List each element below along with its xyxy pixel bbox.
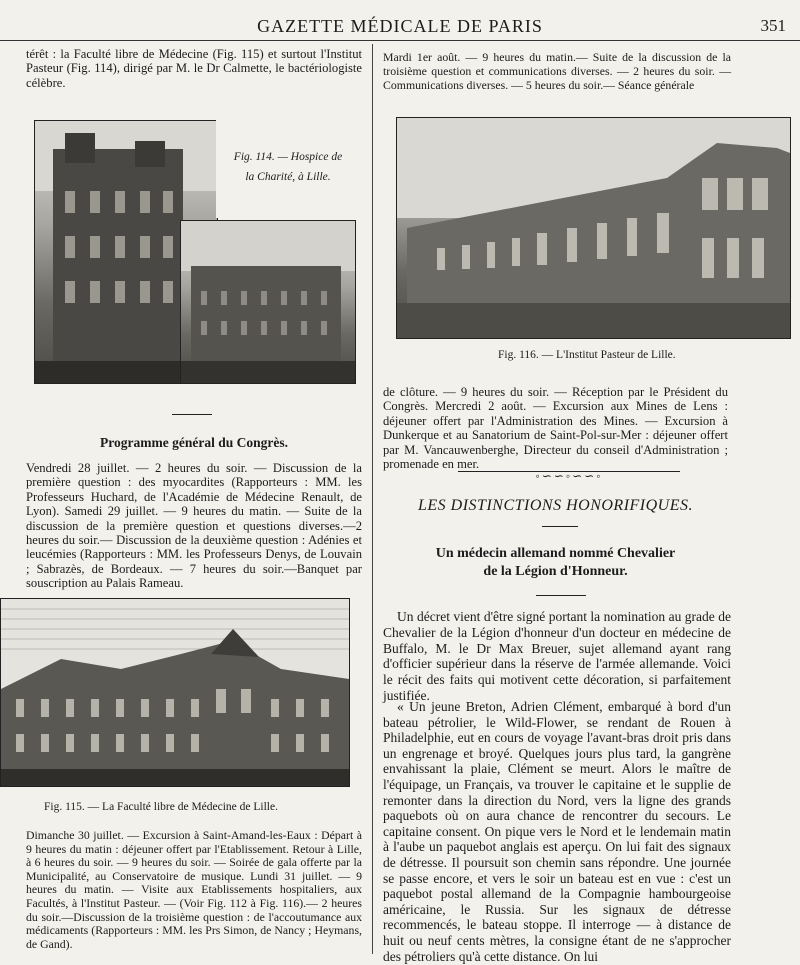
programme-block bbox=[26, 461, 362, 591]
article-p2-text: « Un jeune Breton, Adrien Clément, embarqué à bord d'un bateau pétrolier, le Wild-Flower, se rendant de Rouen à Philadelphie, eut en cours de voyage l'avant-bras droit pris dans un engrenage et broyé. Quelques jours plus tard, la gangrène envahissant la plaie, Clément se meurt. Alors le maître de l'équipage, un Français, va trouver le capitaine et le supplie de remonter dans la direction du Nord, vers la ligne des grands paquebots où on aura chance de rencontrer du secours. Le capitaine consent. On pique vers le Nord et le lendemain matin à l'aube un paquebot anglais est aperçu. On lui fait des signaux de détresse. Il poursuit son chemin sans répondre. Une journée se passe encore, et vers le soir un bateau est en vue : c'est un paquebot postal allemand de la Compagnie hambourgeoise américaine, le Russia. Sur les signaux de détresse recommencés, le bateau stoppe. Il interroge — à distance de huit ou neuf cents mètres, la consigne étant de ne s'approcher des pétroliers qu'à cette distance. On lui bbox=[383, 699, 731, 964]
journal-title: GAZETTE MÉDICALE DE PARIS bbox=[257, 16, 543, 36]
programme-text: Vendredi 28 juillet. — 2 heures du soir. — Discussion de la première question : des myocardites (Rapporteurs : MM. les Professeurs Huchard, de l'Académie de Médecine Renault, de Lyon). Samedi 29 juillet. — 9 heures du matin. — Suite de la discussion de la première question et questions diverses.—2 heures du soir.— Discussion de la deuxième question : Adénies et leucémies (Rapporteurs : MM. les Professeurs Denys, de Louvain ; Sabrazès, de Bordeaux. — 7 heures du soir.—Banquet par souscription au Palais Rameau. bbox=[26, 461, 362, 591]
column-divider bbox=[372, 44, 373, 954]
faculte-building-illustration bbox=[1, 599, 349, 786]
closing-block bbox=[383, 385, 728, 472]
intro-paragraph bbox=[26, 47, 362, 95]
tuesday-text: Mardi 1er août. — 9 heures du matin.— Suite de la discussion de la troisième question et communications diverses. — 2 heures du soir. — Communications diverses. — 5 heures du soir.— Séance générale bbox=[383, 50, 731, 92]
fig114-caption: Fig. 114. — Hospice de la Charité, à Lille. bbox=[233, 151, 343, 183]
article-title-line2: de la Légion d'Honneur. bbox=[483, 564, 628, 579]
institut-pasteur-illustration bbox=[397, 118, 790, 338]
article-title-rule bbox=[536, 595, 586, 596]
ornament-flourish: ◦∽∽◦∽∽◦ bbox=[535, 469, 603, 483]
article-paragraph-1 bbox=[383, 609, 731, 703]
section-title-rule bbox=[542, 526, 578, 527]
sunday-monday-block bbox=[26, 829, 362, 959]
intro-text: térêt : la Faculté libre de Médecine (Fig. 115) et surtout l'Institut Pasteur (Fig. 114), dirigé par M. le Dr Calmette, le bactériologiste célèbre. bbox=[26, 47, 362, 90]
fig116-photo bbox=[396, 117, 791, 339]
fig115-photo bbox=[0, 598, 350, 787]
article-p1-text: Un décret vient d'être signé portant la nomination au grade de Chevalier de la Légion d'honneur d'un docteur en médecine de Buffalo, M. le Dr Max Breuer, sujet allemand ayant rang d'officier supérieur dans la réserve de l'armée allemande. Voici le récit des faits qui motivent cette décoration, si parfaitement justifiée. bbox=[383, 609, 731, 703]
fig116-caption: Fig. 116. — L'Institut Pasteur de Lille. bbox=[498, 349, 676, 361]
fig114-photo-right bbox=[180, 220, 356, 384]
closing-text: de clôture. — 9 heures du soir. — Réception par le Président du Congrès. Mercredi 2 août. — Excursion aux Mines de Lens : déjeuner offert par l'Administration des Mines. — Excursion à Dunkerque et au Sanatorium de Saint-Pol-sur-Mer : déjeuner offert par M. Vancauwenberghe, Directeur du conseil d'Administration ; promenade en mer. bbox=[383, 385, 728, 472]
article-paragraph-2 bbox=[383, 699, 731, 964]
page-header bbox=[0, 10, 800, 41]
fig115-caption: Fig. 115. — La Faculté libre de Médecine de Lille. bbox=[44, 801, 278, 813]
charite-building-illustration bbox=[181, 221, 355, 383]
section-title: LES DISTINCTIONS HONORIFIQUES. bbox=[418, 497, 693, 514]
article-title-line1: Un médecin allemand nommé Chevalier bbox=[435, 546, 676, 561]
page-number: 351 bbox=[760, 16, 786, 35]
tuesday-block bbox=[383, 50, 731, 96]
section-rule bbox=[172, 414, 212, 415]
programme-title: Programme général du Congrès. bbox=[100, 435, 288, 450]
sunday-monday-text: Dimanche 30 juillet. — Excursion à Saint-Amand-les-Eaux : Départ à 9 heures du matin : déjeuner offert par l'Etablissement. Retour à Lille, à 6 heures du soir. — 9 heures du soir. — Soirée de gala offerte par la Municipalité, au Conservatoire de musique. Lundi 31 juillet. — 9 heures du matin. — Visite aux Etablissements hospitaliers, aux Facultés, à l'Institut Pasteur. — (Voir Fig. 112 à Fig. 116).— 2 heures du soir.—Discussion de la troisième question : de l'accoutumance aux médicaments (Rapporteurs : MM. les Prs Simon, de Nancy ; Heymans, de Gand). bbox=[26, 828, 362, 951]
